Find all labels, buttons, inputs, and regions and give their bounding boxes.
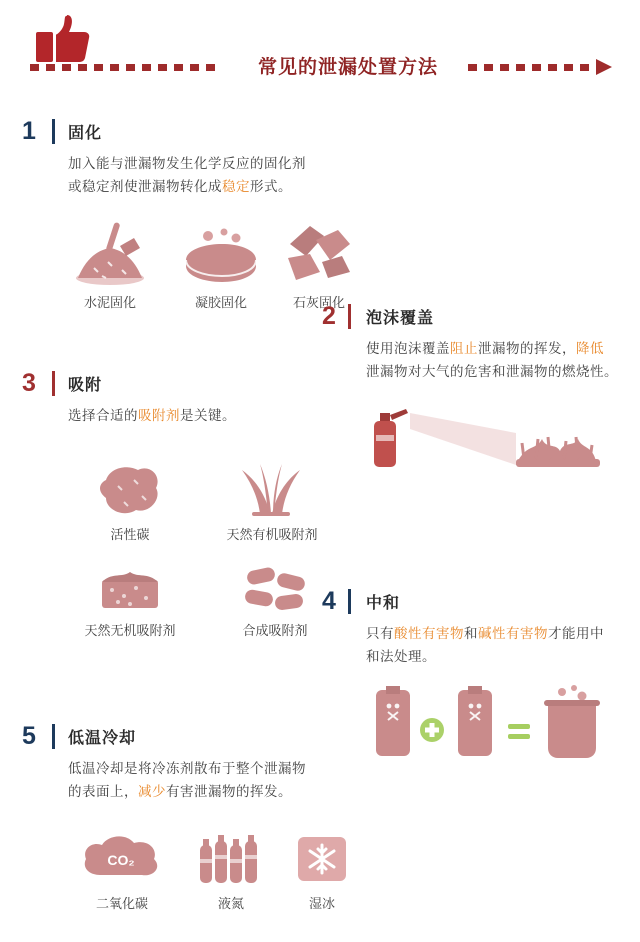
- step-1-solidification: [22, 117, 352, 310]
- step-4-body-line1: [366, 622, 624, 645]
- step-4-illustrations: [366, 684, 616, 774]
- base-flask-icon: [458, 686, 492, 756]
- step-5-body-post: 有害泄漏物的挥发。: [166, 784, 292, 799]
- step-5-highlight: 减少: [138, 784, 166, 799]
- co2-cloud-icon: [78, 831, 164, 885]
- arrow-right-icon: [596, 59, 612, 75]
- step-5-header: [22, 723, 352, 753]
- gel-block-icon: [178, 224, 264, 286]
- step-2-highlight-2: 降低: [576, 341, 604, 356]
- step-4-neutralization: [322, 587, 622, 664]
- step-1-body-line2-pre: 或稳定剂使泄漏物转化成: [68, 179, 222, 194]
- step-4-number: 4: [322, 587, 336, 615]
- step-1-body-line1: 加入能与泄漏物发生化学反应的固化剂: [68, 156, 306, 171]
- step-1-item-2-label: 凝胶固化: [194, 295, 247, 310]
- step-1-body-line2: [68, 175, 348, 198]
- step-3-header: [22, 370, 352, 400]
- step-4-body-post: 才能用中: [548, 626, 604, 641]
- dotted-line-left: [30, 64, 220, 71]
- step-2-divider: [348, 304, 351, 329]
- plus-sign-icon: [420, 718, 444, 742]
- step-5-title: 低温冷却: [68, 730, 137, 747]
- lime-rocks-icon: [280, 220, 360, 286]
- step-5-item-3-label: 湿冰: [308, 896, 335, 911]
- step-4-highlight-2: 碱性有害物: [478, 626, 548, 641]
- step-4-title: 中和: [366, 595, 401, 612]
- step-5-body-line2: [68, 780, 348, 803]
- step-4-highlight-1: 酸性有害物: [394, 626, 464, 641]
- synthetic-sorbent-icon: [238, 562, 312, 614]
- step-2-header: [322, 303, 622, 333]
- step-1-divider: [52, 119, 55, 144]
- shovel-cement-icon: [68, 220, 152, 286]
- equals-sign-icon: [508, 724, 530, 739]
- step-4-body: [366, 622, 624, 668]
- step-1-title: 固化: [68, 125, 103, 142]
- step-3-body: [68, 404, 348, 427]
- step-4-body-mid: 和: [464, 626, 478, 641]
- step-5-number: 5: [22, 722, 36, 750]
- step-4-body-line2: 和法处理。: [366, 649, 436, 664]
- step-1-item-1-label: 水泥固化: [83, 295, 136, 310]
- step-3-illustrations: [52, 462, 352, 662]
- header-rule: [30, 58, 610, 78]
- step-2-body: [366, 337, 628, 383]
- activated-carbon-icon: [92, 462, 168, 518]
- step-1-highlight: 稳定: [222, 179, 250, 194]
- step-2-body-pre: 使用泡沫覆盖: [366, 341, 450, 356]
- step-3-item-2-label: 天然有机吸附剂: [226, 527, 318, 542]
- step-3-item-1-label: 活性碳: [110, 527, 150, 542]
- wet-ice-snowflake-icon: [294, 833, 350, 885]
- step-4-body-pre: 只有: [366, 626, 394, 641]
- step-2-body-line1: [366, 337, 628, 360]
- step-5-illustrations: [68, 831, 358, 929]
- step-4-divider: [348, 589, 351, 614]
- svg-text:CO₂: CO₂: [107, 852, 135, 868]
- step-1-header: [22, 118, 352, 148]
- step-3-body-line1: [68, 404, 348, 427]
- step-5-item-1-label: 二氧化碳: [95, 896, 148, 911]
- step-1-body-line2-post: 形式。: [250, 179, 292, 194]
- step-2-highlight-1: 阻止: [450, 341, 478, 356]
- dotted-line-right: [468, 64, 596, 71]
- natural-organic-sorbent-icon: [230, 462, 312, 518]
- step-2-title: 泡沫覆盖: [366, 310, 435, 327]
- step-5-divider: [52, 724, 55, 749]
- natural-inorganic-sorbent-icon: [96, 566, 164, 614]
- page-title: 常见的泄漏处置方法: [257, 57, 438, 78]
- step-5-cryogenic-cooling: [22, 722, 352, 911]
- step-5-item-2-label: 液氮: [217, 896, 244, 911]
- step-3-number: 3: [22, 369, 36, 397]
- step-2-illustrations: [366, 399, 616, 479]
- step-3-item-4-label: 合成吸附剂: [242, 623, 308, 638]
- header: [0, 0, 640, 96]
- step-3-adsorption: [22, 369, 352, 638]
- step-4-header: [322, 588, 622, 618]
- step-1-number: 1: [22, 117, 36, 145]
- neutralization-equation-icon: [366, 684, 606, 770]
- step-3-highlight: 吸附剂: [138, 408, 180, 423]
- foam-extinguisher-spray-icon: [366, 399, 606, 479]
- step-3-divider: [52, 371, 55, 396]
- step-3-item-3-label: 天然无机吸附剂: [84, 623, 176, 638]
- acid-flask-icon: [376, 686, 410, 756]
- step-1-item-3-label: 石灰固化: [292, 295, 345, 310]
- step-2-number: 2: [322, 302, 336, 330]
- step-2-body-mid: 泄漏物的挥发，: [478, 341, 576, 356]
- step-2-foam-cover: [322, 302, 622, 379]
- neutral-beaker-icon: [544, 685, 600, 758]
- step-3-title: 吸附: [68, 377, 103, 394]
- step-1-body: [68, 152, 348, 198]
- liquid-nitrogen-cylinders-icon: [196, 833, 266, 885]
- step-5-body-line1: 低温冷却是将冷冻剂散布于整个泄漏物: [68, 761, 306, 776]
- step-2-body-line2: 泄漏物对大气的危害和泄漏物的燃烧性。: [366, 364, 618, 379]
- step-1-illustrations: [68, 220, 358, 318]
- step-3-body-pre: 选择合适的: [68, 408, 138, 423]
- step-5-body: [68, 757, 348, 803]
- step-5-body-pre: 的表面上，: [68, 784, 138, 799]
- step-3-body-post: 是关键。: [180, 408, 236, 423]
